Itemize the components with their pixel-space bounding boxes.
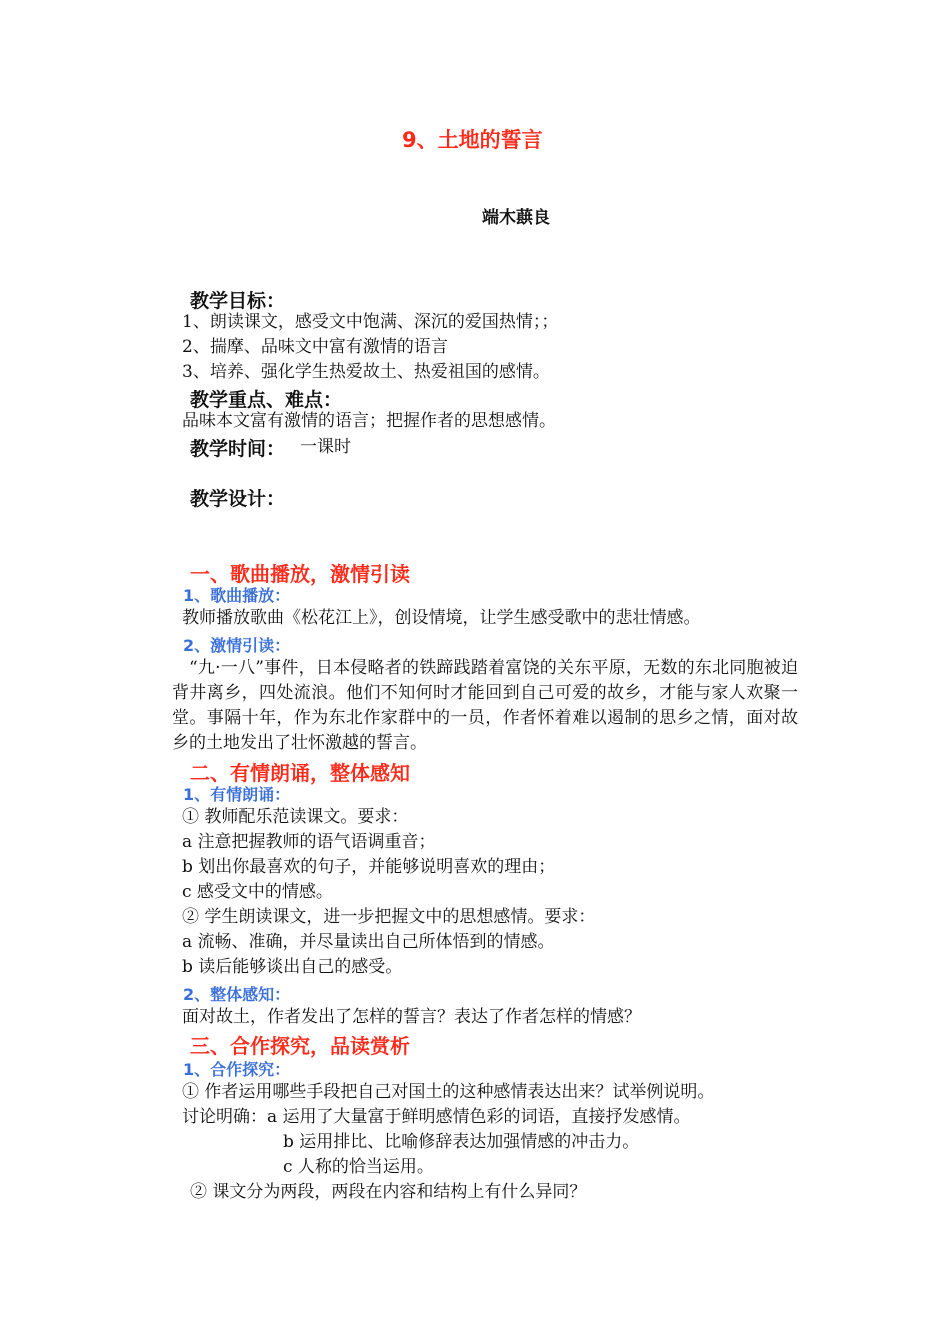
section-2-sub-1: 1、有情朗诵： [183, 785, 291, 804]
key-heading: 教学重点、难点： [190, 389, 343, 411]
key-text: 品味本文富有激情的语言；把握作者的思想感情。 [182, 411, 556, 431]
section-2-line: b 读后能够谈出自己的感受。 [182, 957, 403, 977]
goals-heading: 教学目标： [190, 290, 286, 312]
goal-item: 1、朗读课文，感受文中饱满、深沉的爱国热情；； [182, 312, 559, 332]
section-3-sub-1: 1、合作探究： [183, 1060, 291, 1079]
section-1-sub-1: 1、歌曲播放： [183, 586, 291, 605]
section-3-title: 三、合作探究，品读赏析 [190, 1034, 410, 1058]
section-2-line: b 划出你最喜欢的句子，并能够说明喜欢的理由； [182, 857, 556, 877]
section-1-title: 一、歌曲播放，激情引读 [190, 562, 410, 586]
section-2-sub-2: 2、整体感知： [183, 985, 291, 1004]
section-2-text-2: 面对故土，作者发出了怎样的誓言？表达了作者怎样的情感？ [182, 1007, 641, 1027]
doc-title: 9、土地的誓言 [402, 128, 543, 152]
section-3-question-2: ② 课文分为两段，两段在内容和结构上有什么异同？ [190, 1182, 587, 1202]
section-3-discussion-c: c 人称的恰当运用。 [283, 1157, 434, 1177]
section-3-question-1: ① 作者运用哪些手段把自己对国土的这种感情表达出来？试举例说明。 [182, 1082, 715, 1102]
section-1-paragraph: “九·一八”事件，日本侵略者的铁蹄践踏着富饶的关东平原，无数的东北同胞被迫背井离乡，四处流浪。他们不知何时才能回到自己可爱的故乡，才能与家人欢聚一堂。事隔十年，作为东北作家群中的一员，作者怀着难以遏制的思乡之情，面对故乡的土地发出了壮怀激越的誓言。 [172, 658, 798, 753]
section-1-sub-2: 2、激情引读： [183, 636, 291, 655]
section-2-title: 二、有情朗诵，整体感知 [190, 761, 410, 785]
section-2-line: ① 教师配乐范读课文。要求： [182, 807, 409, 827]
section-3-discussion-a: 讨论明确：a 运用了大量富于鲜明感情色彩的词语，直接抒发感情。 [182, 1107, 691, 1127]
time-value: 一课时 [300, 437, 351, 457]
doc-author: 端木蕻良 [482, 208, 550, 228]
section-2-line: c 感受文中的情感。 [182, 882, 333, 902]
goal-item: 2、揣摩、品味文中富有激情的语言 [182, 337, 448, 357]
goal-item: 3、培养、强化学生热爱故土、热爱祖国的感情。 [182, 362, 550, 382]
section-2-line: a 流畅、准确，并尽量读出自己所体悟到的情感。 [182, 932, 555, 952]
design-heading: 教学设计： [190, 488, 286, 510]
time-heading: 教学时间： [190, 438, 286, 460]
section-2-line: ② 学生朗读课文，进一步把握文中的思想感情。要求： [182, 907, 596, 927]
section-1-text-1: 教师播放歌曲《松花江上》，创设情境，让学生感受歌中的悲壮情感。 [182, 608, 701, 628]
section-3-discussion-b: b 运用排比、比喻修辞表达加强情感的冲击力。 [283, 1132, 640, 1152]
section-2-line: a 注意把握教师的语气语调重音； [182, 832, 436, 852]
